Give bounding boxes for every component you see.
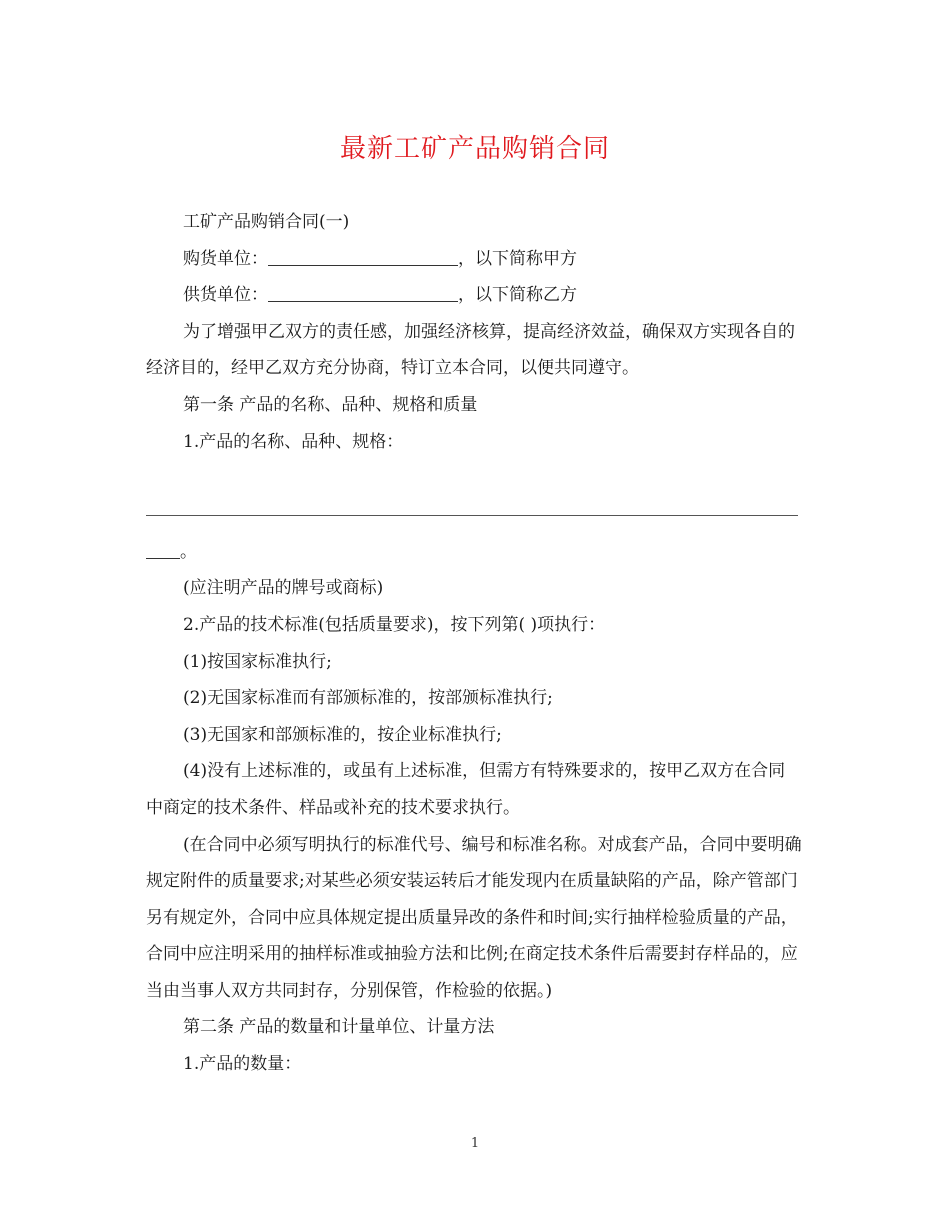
fill-in-line-end bbox=[146, 534, 802, 571]
buyer-label: 购货单位： bbox=[183, 248, 268, 269]
article1-heading: 第一条 产品的名称、品种、规格和质量 bbox=[183, 394, 478, 415]
fill-in-end-mark: 。 bbox=[180, 541, 197, 562]
fill-in-line-tail bbox=[146, 540, 180, 559]
spacer bbox=[146, 460, 802, 497]
buyer-suffix: ，以下简称甲方 bbox=[458, 248, 577, 269]
document-body bbox=[146, 204, 802, 1083]
article1-option3: (3)无国家和部颁标准的，按企业标准执行; bbox=[183, 724, 502, 745]
supplier-label: 供货单位： bbox=[183, 285, 268, 306]
article2-item1: 1.产品的数量： bbox=[183, 1054, 302, 1075]
article1-item2: 2.产品的技术标准(包括质量要求)，按下列第( )项执行： bbox=[183, 614, 606, 635]
article2-heading: 第二条 产品的数量和计量单位、计量方法 bbox=[183, 1017, 495, 1038]
intro-paragraph: 为了增强甲乙双方的责任感，加强经济核算，提高经济效益，确保双方实现各自的经济目的，经甲乙双方充分协商，特订立本合同，以便共同遵守。 bbox=[146, 321, 795, 379]
article1-note1: (应注明产品的牌号或商标) bbox=[183, 578, 384, 599]
article1-item1: 1.产品的名称、品种、规格： bbox=[183, 431, 404, 452]
buyer-line bbox=[146, 241, 802, 278]
supplier-blank bbox=[268, 283, 458, 302]
document-title: 最新工矿产品购销合同 bbox=[339, 134, 610, 164]
supplier-line bbox=[146, 277, 802, 314]
article1-option2: (2)无国家标准而有部颁标准的，按部颁标准执行; bbox=[183, 688, 553, 709]
article1-option1: (1)按国家标准执行; bbox=[183, 651, 332, 672]
article1-option4: (4)没有上述标准的，或虽有上述标准，但需方有特殊要求的，按甲乙双方在合同中商定的技术条件、样品或补充的技术要求执行。 bbox=[146, 761, 786, 818]
contract-subtitle: 工矿产品购销合同(一) bbox=[183, 212, 350, 232]
supplier-suffix: ，以下简称乙方 bbox=[458, 285, 577, 306]
fill-in-line bbox=[146, 497, 802, 534]
buyer-blank bbox=[268, 247, 458, 266]
article1-note2: (在合同中必须写明执行的标准代号、编号和标准名称。对成套产品，合同中要明确规定附件的质量要求;对某些必须安装运转后才能发现内在质量缺陷的产品，除产管部门另有规定外，合同中应具体规定提出质量异改的条件和时间;实行抽样检验质量的产品，合同中应注明采用的抽样标准或抽验方法和比例;在商定技术条件后需要封存样品的，应当由当事人双方共同封存，分别保管，作检验的依据。) bbox=[146, 834, 802, 1001]
page-number: 1 bbox=[470, 1136, 480, 1151]
